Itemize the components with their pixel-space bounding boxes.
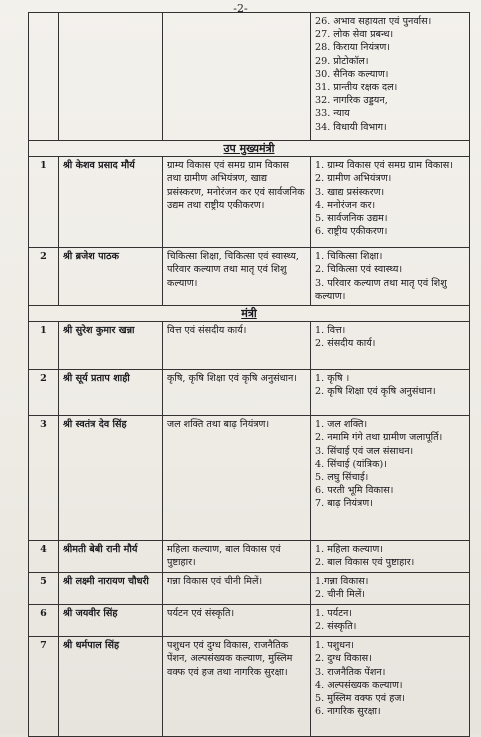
list-item: 29. प्रोटोकॉल। [315, 55, 369, 67]
department-list-cell [311, 605, 470, 637]
serial-number: 4 [29, 541, 59, 573]
departments-text: ग्राम्य विकास एवं समग्र ग्राम विकास तथा ग्रामीण अभियंत्रण, खाद्य प्रसंस्करण, मनोरंजन कर एवं सार्वजनिक उद्यम तथा राष्ट्रीय एकीकरण। [163, 157, 311, 248]
serial-number: 6 [29, 605, 59, 637]
serial-number: 2 [29, 248, 59, 306]
table-row [29, 157, 470, 248]
department-list [315, 543, 465, 569]
serial-number: 1 [29, 322, 59, 370]
list-item: 5. मुस्लिम वक्फ एवं हज। [315, 693, 406, 705]
list-item: 6. राष्ट्रीय एकीकरण। [315, 226, 388, 238]
departments-text: वित्त एवं संसदीय कार्य। [163, 322, 311, 370]
list-item: 1. वित्त। [315, 325, 346, 337]
department-list-cell [311, 248, 470, 306]
minister-name: श्री लक्ष्मी नारायण चौधरी [59, 573, 163, 605]
table-row [29, 322, 470, 370]
list-item: 1. पशुधन। [315, 640, 355, 652]
list-item: 4. अल्पसंख्यक कल्याण। [315, 679, 403, 691]
list-item: 3. खाद्य प्रसंस्करण। [315, 186, 385, 198]
departments-text: पशुधन एवं दुग्ध विकास, राजनैतिक पेंशन, अल्पसंख्यक कल्याण, मुस्लिम वक्फ एवं हज तथा नागरिक सुरक्षा। [163, 637, 311, 737]
list-item: 2. चीनी मिलें। [315, 589, 366, 601]
departments-cell [163, 13, 311, 141]
serial-number: 7 [29, 637, 59, 737]
department-list [315, 159, 465, 238]
table-row [29, 248, 470, 306]
departments-text: पर्यटन एवं संस्कृति। [163, 605, 311, 637]
list-item: 1. महिला कल्याण। [315, 544, 383, 556]
list-item: 2. चिकित्सा एवं स्वास्थ्य। [315, 264, 403, 276]
department-list-cell [311, 637, 470, 737]
list-item: 1. कृषि । [315, 373, 350, 385]
minister-name: श्री धर्मपाल सिंह [59, 637, 163, 737]
department-list [315, 372, 465, 398]
departments-text: गन्ना विकास एवं चीनी मिलें। [163, 573, 311, 605]
department-list [315, 418, 465, 510]
page-number: -2- [233, 2, 248, 15]
department-list-cell [311, 370, 470, 416]
list-item: 32. नागरिक उड्डयन, [315, 95, 388, 107]
department-list-cell [311, 573, 470, 605]
table-row [29, 605, 470, 637]
list-item: 4. सिंचाई (यांत्रिक)। [315, 458, 387, 470]
list-item: 6. परती भूमि विकास। [315, 485, 394, 497]
list-item: 3. परिवार कल्याण तथा मातृ एवं शिशु कल्याण। [315, 277, 447, 302]
department-list-cell [311, 541, 470, 573]
section-header-ministers [29, 306, 470, 322]
list-item: 4. मनोरंजन कर। [315, 199, 376, 211]
table-row [29, 416, 470, 541]
list-item: 2. कृषि शिक्षा एवं कृषि अनुसंधान। [315, 386, 436, 398]
list-item: 3. राजनैतिक पेंशन। [315, 666, 386, 678]
serial-cell [29, 13, 59, 141]
table-row [29, 370, 470, 416]
list-item: 7. बाढ़ नियंत्रण। [315, 498, 373, 510]
departments-text: जल शक्ति तथा बाढ़ नियंत्रण। [163, 416, 311, 541]
minister-name: श्री स्वतंत्र देव सिंह [59, 416, 163, 541]
list-item: 2. संस्कृति। [315, 621, 357, 633]
table-row [29, 573, 470, 605]
list-item: 3. सिंचाई एवं जल संसाधन। [315, 445, 414, 457]
list-item: 1. पर्यटन। [315, 608, 353, 620]
list-item: 1. चिकित्सा शिक्षा। [315, 251, 383, 263]
department-list [315, 607, 465, 633]
department-list-cell [311, 322, 470, 370]
list-item: 2. संसदीय कार्य। [315, 338, 376, 350]
list-item: 2. बाल विकास एवं पुष्टाहार। [315, 557, 415, 569]
list-item: 1.गन्ना विकास। [315, 576, 369, 588]
serial-number: 5 [29, 573, 59, 605]
department-list-cell [311, 13, 470, 141]
list-item: 31. प्रान्तीय रक्षक दल। [315, 82, 398, 94]
list-item: 33. न्याय [315, 108, 350, 120]
section-title: मंत्री [29, 306, 470, 322]
section-header-deputy [29, 141, 470, 157]
minister-name: श्री केशव प्रसाद मौर्य [59, 157, 163, 248]
section-title: उप मुख्यमंत्री [29, 141, 470, 157]
departments-text: कृषि, कृषि शिक्षा एवं कृषि अनुसंधान। [163, 370, 311, 416]
department-list [315, 324, 465, 350]
serial-number: 1 [29, 157, 59, 248]
minister-name: श्री सुरेश कुमार खन्ना [59, 322, 163, 370]
department-list [315, 575, 465, 601]
minister-name: श्री जयवीर सिंह [59, 605, 163, 637]
list-item: 1. ग्राम्य विकास एवं समग्र ग्राम विकास। [315, 160, 453, 172]
list-item: 5. लघु सिंचाई। [315, 472, 369, 484]
continuation-row [29, 13, 470, 141]
portfolio-table [28, 12, 470, 737]
department-list-cell [311, 157, 470, 248]
name-cell [59, 13, 163, 141]
list-item: 30. सैनिक कल्याण। [315, 68, 389, 80]
department-list-cell [311, 416, 470, 541]
list-item: 26. अभाव सहायता एवं पुनर्वास। [315, 16, 432, 27]
department-list [315, 15, 465, 134]
minister-name: श्रीमती बेबी रानी मौर्य [59, 541, 163, 573]
list-item: 34. विधायी विभाग। [315, 121, 387, 133]
list-item: 2. नमामि गंगे तथा ग्रामीण जलापूर्ति। [315, 432, 443, 444]
list-item: 6. नागरिक सुरक्षा। [315, 706, 381, 718]
list-item: 27. लोक सेवा प्रबन्ध। [315, 29, 394, 41]
serial-number: 2 [29, 370, 59, 416]
minister-name: श्री सूर्य प्रताप शाही [59, 370, 163, 416]
department-list [315, 250, 465, 303]
table-row [29, 541, 470, 573]
serial-number: 3 [29, 416, 59, 541]
departments-text: महिला कल्याण, बाल विकास एवं पुष्टाहार। [163, 541, 311, 573]
table-row [29, 637, 470, 737]
list-item: 28. किराया नियंत्रण। [315, 42, 390, 54]
department-list [315, 639, 465, 718]
departments-text: चिकित्सा शिक्षा, चिकित्सा एवं स्वास्थ्य, परिवार कल्याण तथा मातृ एवं शिशु कल्याण। [163, 248, 311, 306]
list-item: 2. ग्रामीण अभियंत्रण। [315, 173, 392, 185]
list-item: 1. जल शक्ति। [315, 419, 368, 431]
minister-name: श्री ब्रजेश पाठक [59, 248, 163, 306]
list-item: 5. सार्वजनिक उद्यम। [315, 213, 388, 225]
list-item: 2. दुग्ध विकास। [315, 653, 372, 665]
